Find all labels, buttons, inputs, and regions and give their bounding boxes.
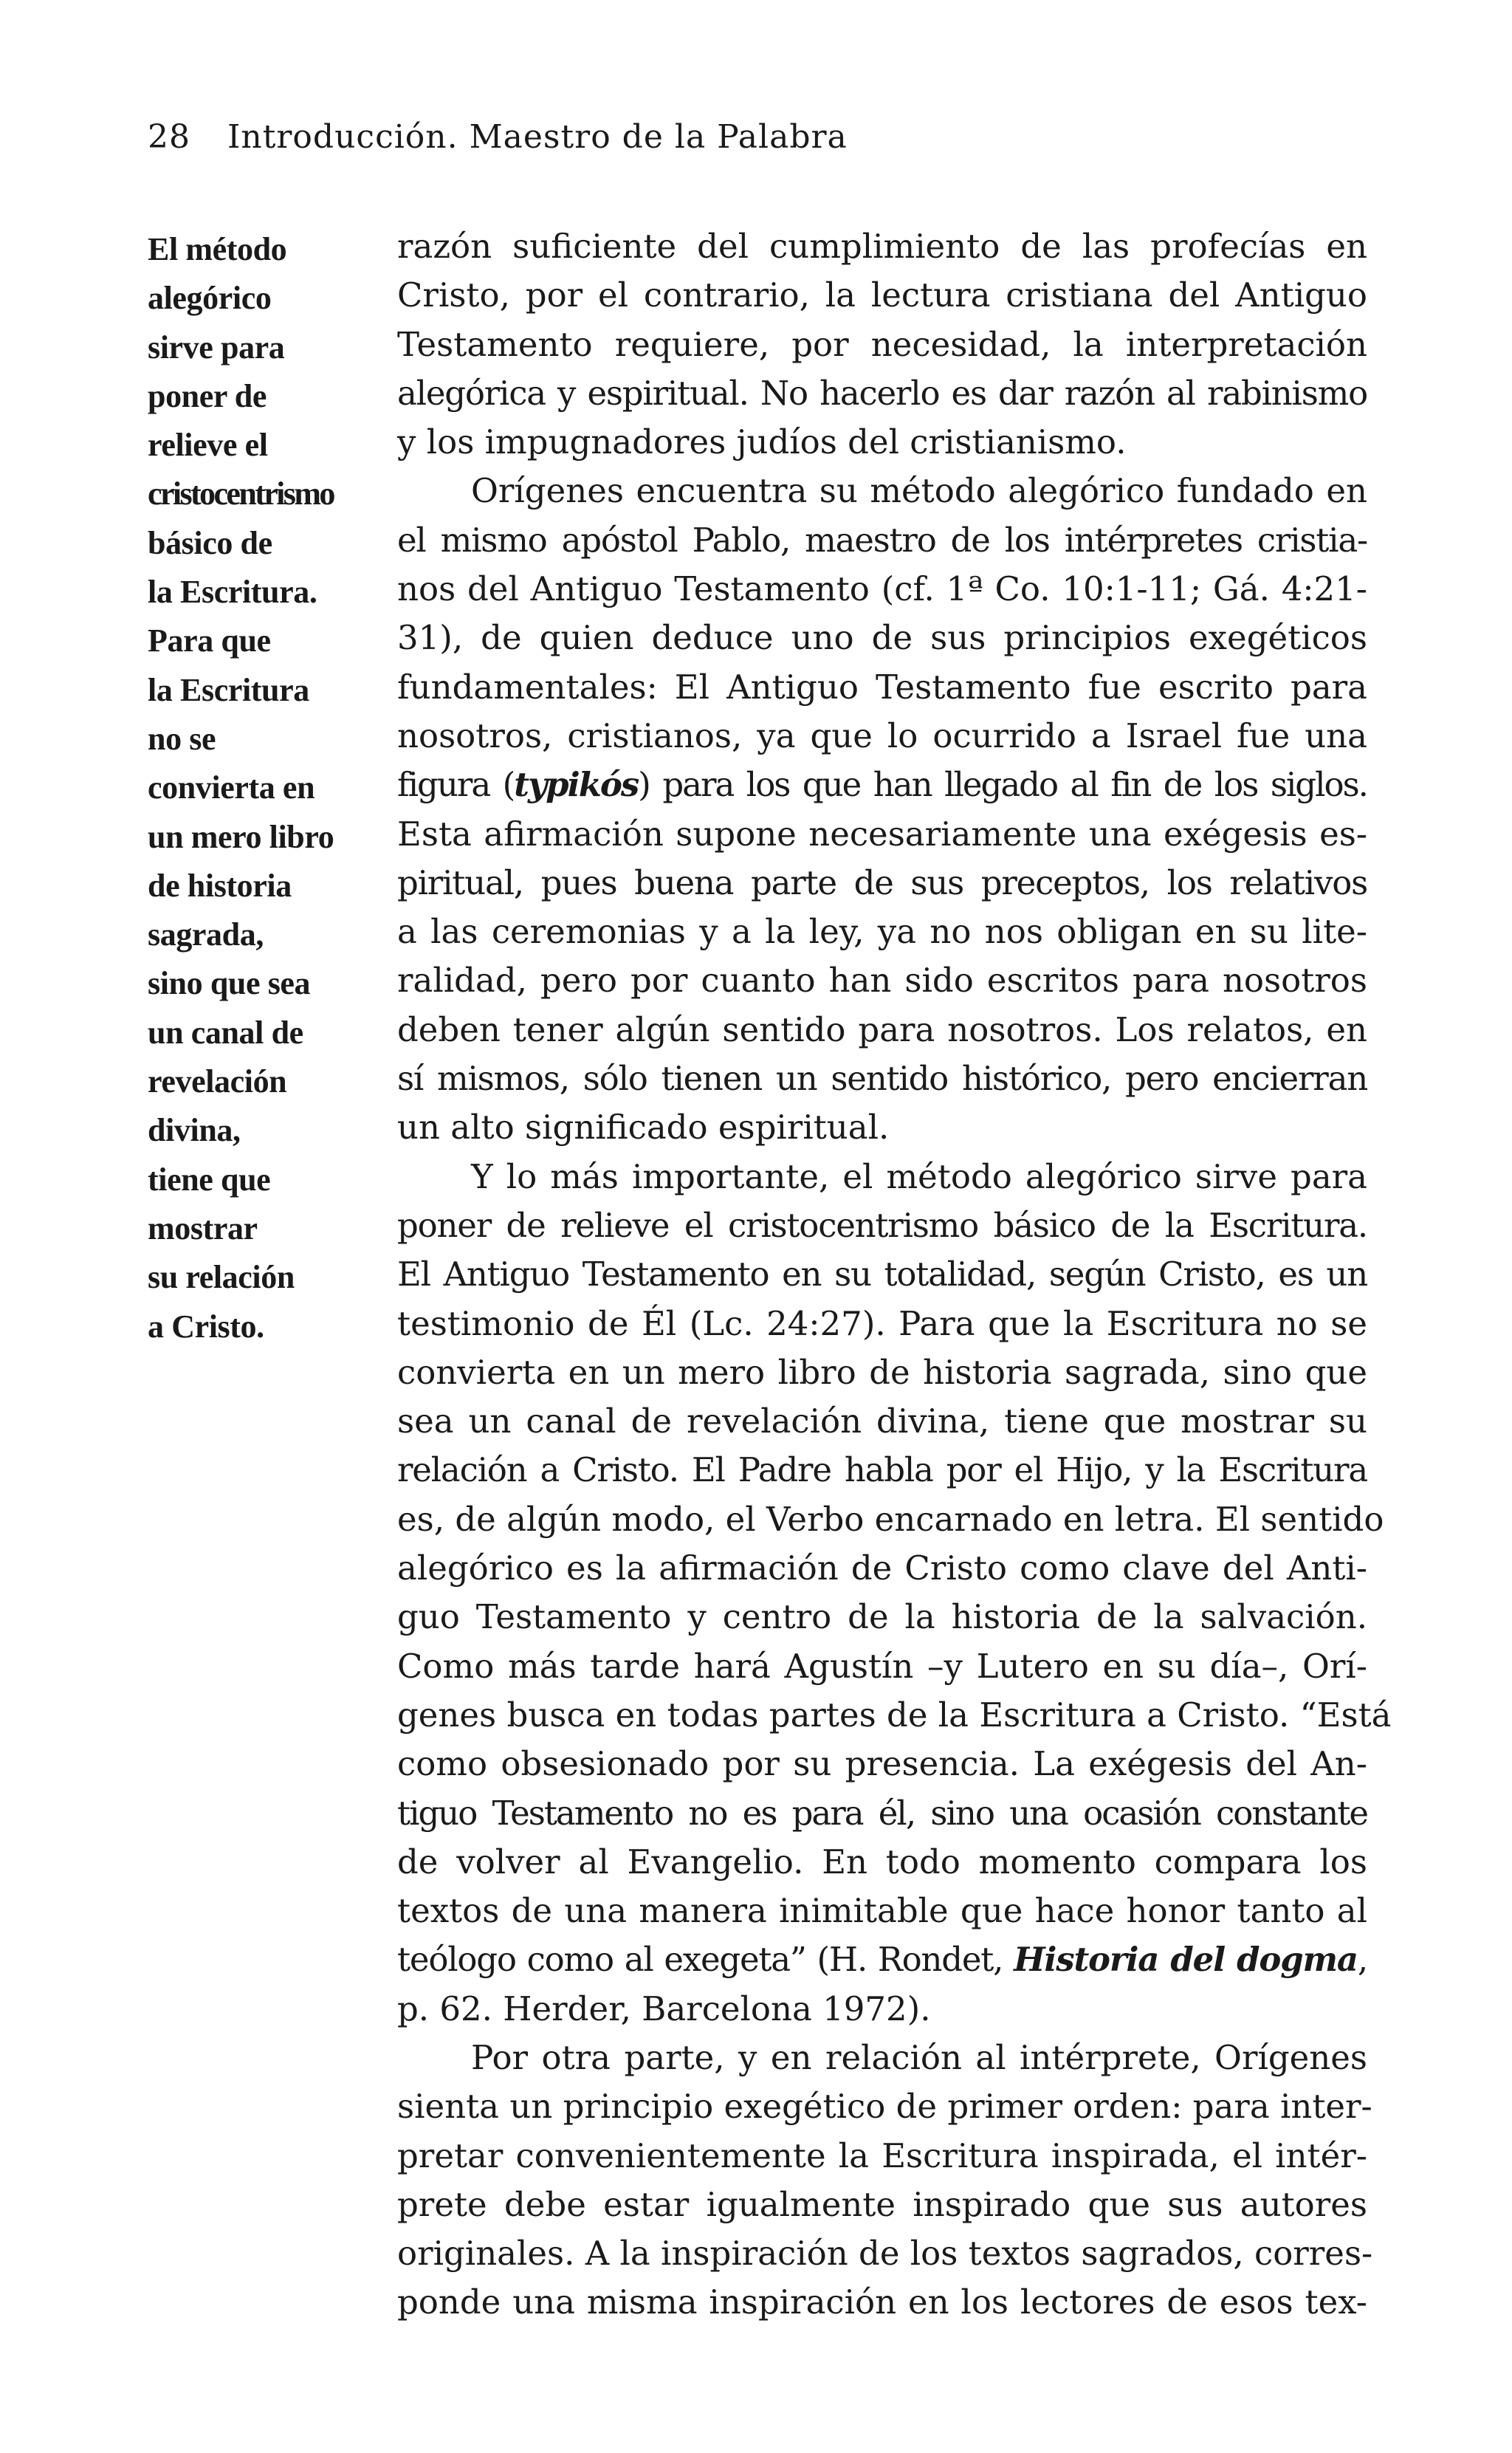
- emphasis-title: Historia del dogma: [1014, 1940, 1358, 1980]
- body-line: nos del Antiguo Testamento (cf. 1ª Co. 10:1-11; Gá. 4:21-: [397, 569, 1367, 609]
- body-line: a las ceremonias y a la ley, ya no nos obligan en su lite-: [397, 912, 1367, 952]
- margin-note-line: a Cristo.: [148, 1308, 264, 1345]
- body-line: es, de algún modo, el Verbo encarnado en letra. El sentido: [397, 1499, 1384, 1539]
- margin-note-line: mostrar: [148, 1210, 258, 1246]
- margin-note-line: El método: [148, 231, 287, 267]
- margin-note-line: sagrada,: [148, 916, 264, 953]
- margin-note-line: no se: [148, 720, 216, 757]
- body-line: guo Testamento y centro de la historia de la salvación.: [397, 1597, 1367, 1637]
- body-line-with-emphasis: figura (typikós) para los que han llegado al fin de los siglos.: [397, 765, 1367, 805]
- body-text: [397, 222, 1392, 2327]
- body-line: Y lo más importante, el método alegórico sirve para: [471, 1156, 1367, 1196]
- body-line: textos de una manera inimitable que hace honor tanto al: [397, 1891, 1367, 1931]
- body-line: testimonio de Él (Lc. 24:27). Para que la Escritura no se: [397, 1303, 1367, 1343]
- body-line: p. 62. Herder, Barcelona 1972).: [397, 1989, 931, 2028]
- body-line: convierta en un mero libro de historia sagrada, sino que: [397, 1352, 1367, 1392]
- body-line: y los impugnadores judíos del cristianismo.: [397, 422, 1127, 462]
- page-number: 28: [148, 118, 190, 156]
- body-line: Como más tarde hará Agustín –y Lutero en su día–, Orí-: [397, 1646, 1367, 1686]
- margin-note-line: revelación: [148, 1063, 287, 1100]
- body-line: Por otra parte, y en relación al intérprete, Orígenes: [471, 2037, 1367, 2077]
- body-line: Esta afirmación supone necesariamente una exégesis es-: [397, 814, 1367, 854]
- margin-note-line: la Escritura: [148, 671, 309, 708]
- margin-note: [148, 225, 384, 1351]
- body-line: sí mismos, sólo tienen un sentido histórico, pero encierran: [397, 1059, 1367, 1099]
- margin-note-line: alegórico: [148, 280, 272, 317]
- body-line: El Antiguo Testamento en su totalidad, según Cristo, es un: [397, 1255, 1367, 1294]
- body-line: Testamento requiere, por necesidad, la interpretación: [397, 324, 1367, 364]
- body-line-with-emphasis: teólogo como al exegeta” (H. Rondet, Historia del dogma,: [397, 1940, 1367, 1980]
- body-line: nosotros, cristianos, ya que lo ocurrido a Israel fue una: [397, 716, 1367, 755]
- margin-note-line: cristocentrismo: [148, 476, 334, 512]
- margin-note-line: la Escritura.: [148, 574, 317, 611]
- running-header: [148, 118, 848, 156]
- body-line: sienta un principio exegético de primer orden: para inter-: [397, 2087, 1372, 2127]
- body-line: ponde una misma inspiración en los lectores de esos tex-: [397, 2282, 1367, 2322]
- body-line: el mismo apóstol Pablo, maestro de los intérpretes cristia-: [397, 520, 1367, 560]
- margin-note-line: sirve para: [148, 329, 285, 366]
- body-line: prete debe estar igualmente inspirado que sus autores: [397, 2184, 1367, 2224]
- body-line: 31), de quien deduce uno de sus principios exegéticos: [397, 618, 1367, 658]
- margin-note-line: tiene que: [148, 1161, 271, 1198]
- body-line: sea un canal de revelación divina, tiene que mostrar su: [397, 1402, 1367, 1441]
- margin-note-line: divina,: [148, 1112, 241, 1149]
- body-line: pretar convenientemente la Escritura inspirada, el intér-: [397, 2135, 1367, 2175]
- running-title: Introducción. Maestro de la Palabra: [227, 118, 848, 156]
- margin-note-line: un mero libro: [148, 818, 334, 855]
- body-line: fundamentales: El Antiguo Testamento fue escrito para: [397, 667, 1367, 707]
- body-line: originales. A la inspiración de los textos sagrados, corres-: [397, 2234, 1373, 2274]
- margin-note-line: su relación: [148, 1259, 295, 1296]
- body-line: tiguo Testamento no es para él, sino una ocasión constante: [397, 1793, 1367, 1833]
- margin-note-line: sino que sea: [148, 965, 311, 1002]
- body-line: Orígenes encuentra su método alegórico fundado en: [471, 471, 1367, 511]
- body-line: deben tener algún sentido para nosotros. Los relatos, en: [397, 1009, 1367, 1049]
- body-line: alegórico es la afirmación de Cristo como clave del Anti-: [397, 1548, 1367, 1588]
- margin-note-line: un canal de: [148, 1014, 303, 1051]
- margin-note-line: convierta en: [148, 769, 315, 806]
- body-line: Cristo, por el contrario, la lectura cristiana del Antiguo: [397, 275, 1367, 315]
- body-line: piritual, pues buena parte de sus preceptos, los relativos: [397, 862, 1367, 902]
- margin-note-line: poner de: [148, 377, 267, 414]
- body-line: de volver al Evangelio. En todo momento compara los: [397, 1842, 1367, 1881]
- body-line: genes busca en todas partes de la Escritura a Cristo. “Está: [397, 1695, 1392, 1735]
- margin-note-line: relieve el: [148, 427, 268, 464]
- margin-note-line: básico de: [148, 524, 272, 561]
- body-line: razón suficiente del cumplimiento de las profecías en: [397, 227, 1367, 266]
- body-line: un alto significado espiritual.: [397, 1108, 890, 1147]
- emphasis-term: typikós: [514, 765, 639, 805]
- body-line: alegórica y espiritual. No hacerlo es dar razón al rabinismo: [397, 373, 1367, 413]
- body-line: como obsesionado por su presencia. La exégesis del An-: [397, 1744, 1367, 1784]
- body-line: ralidad, pero por cuanto han sido escritos para nosotros: [397, 961, 1367, 1001]
- margin-note-line: de historia: [148, 867, 292, 904]
- margin-note-line: Para que: [148, 622, 271, 659]
- body-line: poner de relieve el cristocentrismo básico de la Escritura.: [397, 1205, 1367, 1245]
- body-line: relación a Cristo. El Padre habla por el Hijo, y la Escritura: [397, 1450, 1367, 1490]
